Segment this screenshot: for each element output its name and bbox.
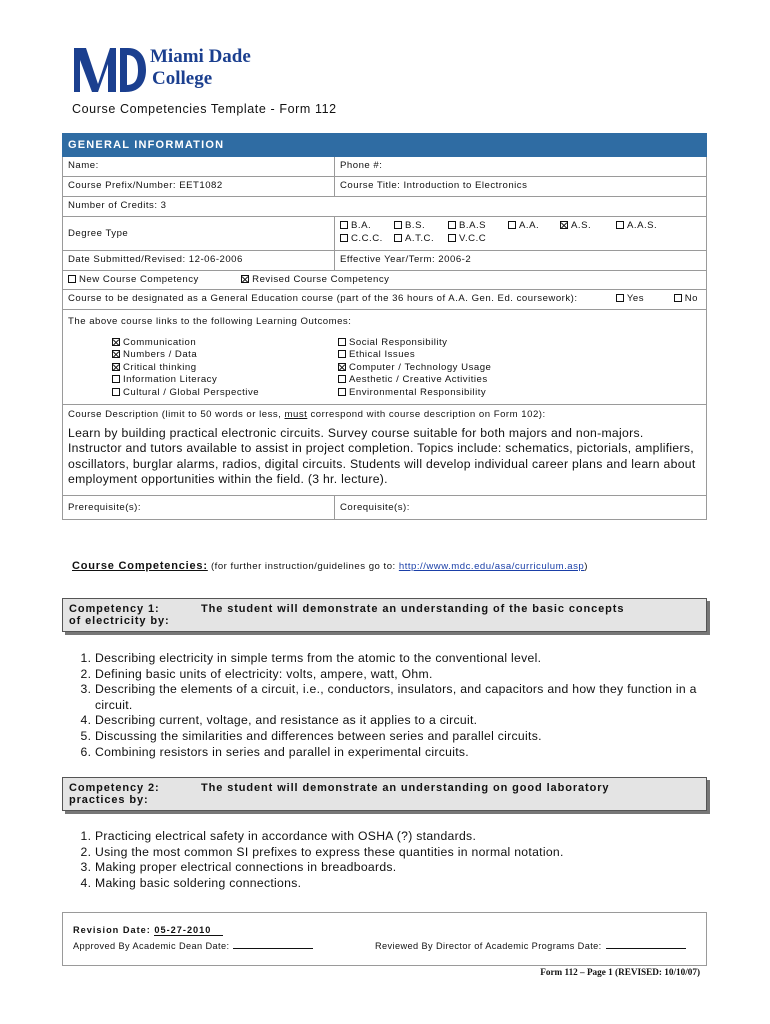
competency-item: 4. Making basic soldering connections.: [95, 876, 702, 892]
revision-date-value[interactable]: 05-27-2010: [154, 925, 223, 936]
degree-type-option: [340, 220, 394, 231]
learning-outcome-checkbox[interactable]: [338, 350, 346, 358]
learning-outcome-label: Numbers / Data: [123, 349, 198, 361]
competency-1-list: [72, 651, 702, 760]
revision-date: [73, 925, 223, 935]
degree-type-label: B.A.S: [459, 220, 487, 231]
revision-box: [62, 912, 707, 966]
learning-outcome-option: [112, 337, 338, 349]
learning-outcome-label: Aesthetic / Creative Activities: [349, 374, 488, 386]
competency-item: 2. Defining basic units of electricity: volts, ampere, watt, Ohm.: [95, 667, 702, 683]
learning-outcome-label: Cultural / Global Perspective: [123, 386, 260, 398]
learning-outcome-label: Environmental Responsibility: [349, 386, 487, 398]
learning-outcome-checkbox[interactable]: [112, 350, 120, 358]
gen-ed-row: [63, 290, 707, 310]
learning-outcome-option: [338, 349, 564, 361]
degree-type-checkbox[interactable]: [340, 234, 348, 242]
learning-outcome-checkbox[interactable]: [112, 375, 120, 383]
competency-2-list: [72, 829, 702, 891]
course-prefix-field[interactable]: Course Prefix/Number: EET1082: [63, 177, 335, 197]
degree-type-option: [560, 220, 616, 231]
learning-outcome-checkbox[interactable]: [338, 338, 346, 346]
degree-type-option: [448, 233, 508, 244]
course-description-cell: [63, 405, 707, 496]
form-title: Course Competencies Template - Form 112: [72, 102, 337, 116]
director-review-label: Reviewed By Director of Academic Programs Date:: [375, 941, 602, 951]
learning-outcome-option: [338, 337, 564, 349]
revised-competency-checkbox[interactable]: [241, 275, 249, 283]
new-competency-checkbox[interactable]: [68, 275, 76, 283]
director-review: [375, 941, 686, 951]
competencies-note-close: ): [584, 561, 588, 572]
learning-outcome-option: [112, 349, 338, 361]
learning-outcome-checkbox[interactable]: [112, 338, 120, 346]
competency-item: 2. Using the most common SI prefixes to express these quantities in normal notation.: [95, 845, 702, 861]
competency-item: 3. Making proper electrical connections in breadboards.: [95, 860, 702, 876]
degree-type-label: Degree Type: [63, 217, 335, 251]
dean-approval-label: Approved By Academic Dean Date:: [73, 941, 230, 951]
degree-type-checkbox[interactable]: [394, 221, 402, 229]
course-competencies-header: [72, 560, 588, 572]
competency-item: 1. Describing electricity in simple terms from the atomic to the conventional level.: [95, 651, 702, 667]
general-information-table: [62, 133, 707, 520]
learning-outcome-label: Critical thinking: [123, 361, 197, 373]
learning-outcome-option: [112, 387, 338, 399]
learning-outcome-checkbox[interactable]: [338, 363, 346, 371]
competency-2-statement: The student will demonstrate an understanding on good laboratory: [201, 782, 610, 794]
degree-type-option: [508, 220, 560, 231]
course-description-text[interactable]: Learn by building practical electronic circuits. Survey course suitable for both majors and non-majors. Instructor and tutors available to assist in project completion. Topics include: schematics, pictorials, amplifiers, oscillators, burglar alarms, radios, digital circuits. Students will develop individual career plans and learn about employment opportunities within the field. (3 hr. lecture).: [68, 426, 696, 487]
effective-term-field[interactable]: Effective Year/Term: 2006-2: [335, 251, 707, 271]
learning-outcome-checkbox[interactable]: [338, 388, 346, 396]
learning-outcomes-left: [112, 337, 338, 399]
learning-outcome-label: Computer / Technology Usage: [349, 361, 492, 373]
degree-type-option: [616, 220, 676, 231]
curriculum-link[interactable]: http://www.mdc.edu/asa/curriculum.asp: [398, 561, 585, 572]
competency-2-label: Competency 2:: [69, 782, 160, 794]
name-field[interactable]: Name:: [63, 157, 335, 177]
learning-outcome-checkbox[interactable]: [338, 375, 346, 383]
learning-outcomes-cell: [63, 310, 707, 405]
gen-ed-question: Course to be designated as a General Education course (part of the 36 hours of A.A. Gen. Ed. coursework):: [68, 293, 578, 304]
logo-line-1: Miami Dade: [150, 46, 251, 67]
competency-2-tail: practices by:: [69, 794, 149, 806]
degree-type-option: [340, 233, 394, 244]
degree-type-checkbox[interactable]: [394, 234, 402, 242]
degree-type-label: A.T.C.: [405, 233, 435, 244]
competency-1-box: [62, 598, 707, 632]
degree-type-label: V.C.C: [459, 233, 487, 244]
credits-field[interactable]: Number of Credits: 3: [63, 197, 707, 217]
learning-outcome-label: Social Responsibility: [349, 337, 448, 348]
degree-type-label: C.C.C.: [351, 233, 383, 244]
competency-type-row: [63, 271, 707, 290]
mdc-logo-mark-icon: [72, 44, 146, 96]
competency-item: 5. Discussing the similarities and differences between series and parallel circuits.: [95, 729, 702, 745]
degree-type-checkbox[interactable]: [448, 234, 456, 242]
learning-outcome-label: Information Literacy: [123, 374, 218, 386]
degree-type-checkbox[interactable]: [508, 221, 516, 229]
gen-ed-yes-label: Yes: [626, 293, 644, 304]
learning-outcome-option: [112, 362, 338, 374]
competency-1-tail: of electricity by:: [69, 615, 170, 627]
degree-type-label: B.S.: [405, 220, 426, 231]
course-competencies-title: Course Competencies:: [72, 560, 208, 572]
general-information-heading: GENERAL INFORMATION: [63, 134, 707, 157]
corequisites-field[interactable]: Corequisite(s):: [335, 495, 707, 519]
degree-type-checkbox[interactable]: [616, 221, 624, 229]
learning-outcome-option: [338, 387, 564, 399]
degree-type-checkbox[interactable]: [560, 221, 568, 229]
dean-approval-line[interactable]: [233, 948, 313, 949]
gen-ed-no-checkbox[interactable]: [674, 294, 682, 302]
competency-item: 4. Describing current, voltage, and resistance as it applies to a circuit.: [95, 713, 702, 729]
learning-outcomes-right: [338, 337, 564, 399]
learning-outcome-option: [112, 374, 338, 386]
competency-item: 1. Practicing electrical safety in accordance with OSHA (?) standards.: [95, 829, 702, 845]
learning-outcome-label: Communication: [123, 337, 197, 348]
degree-type-checkbox[interactable]: [340, 221, 348, 229]
course-title-field[interactable]: Course Title: Introduction to Electronics: [335, 177, 707, 197]
director-review-line[interactable]: [606, 948, 686, 949]
logo-line-2: College: [152, 68, 213, 89]
learning-outcomes-intro: The above course links to the following Learning Outcomes:: [68, 316, 352, 327]
desc-label-pre: Course Description (limit to 50 words or less,: [68, 409, 282, 421]
degree-type-label: A.A.: [519, 220, 540, 231]
page-footer: Form 112 – Page 1 (REVISED: 10/10/07): [540, 967, 700, 977]
new-competency-label: New Course Competency: [79, 274, 199, 285]
degree-type-label: A.S.: [571, 220, 592, 231]
learning-outcome-checkbox[interactable]: [112, 363, 120, 371]
competency-1-statement: The student will demonstrate an understanding of the basic concepts: [201, 603, 625, 615]
gen-ed-yes-checkbox[interactable]: [616, 294, 624, 302]
logo-wordmark: [150, 46, 251, 90]
learning-outcome-label: Ethical Issues: [349, 349, 416, 361]
gen-ed-no-label: No: [684, 293, 698, 304]
college-logo: [72, 44, 282, 96]
course-description-label: [68, 409, 701, 420]
degree-type-option: [394, 220, 448, 231]
phone-field[interactable]: Phone #:: [335, 157, 707, 177]
competency-1-label: Competency 1:: [69, 603, 160, 615]
degree-type-label: A.A.S.: [627, 220, 658, 231]
competency-item: 3. Describing the elements of a circuit, i.e., conductors, insulators, and capacitors and how they function in a circuit.: [95, 682, 702, 713]
competencies-note: (for further instruction/guidelines go to:: [210, 561, 396, 572]
degree-type-option: [394, 233, 448, 244]
date-submitted-field[interactable]: Date Submitted/Revised: 12-06-2006: [63, 251, 335, 271]
degree-type-checkbox[interactable]: [448, 221, 456, 229]
desc-label-must: must: [284, 409, 308, 421]
learning-outcome-checkbox[interactable]: [112, 388, 120, 396]
degree-type-label: B.A.: [351, 220, 372, 231]
degree-type-option: [448, 220, 508, 231]
competency-item: 6. Combining resistors in series and parallel in experimental circuits.: [95, 745, 702, 761]
dean-approval: [73, 941, 313, 951]
revision-date-label: Revision Date:: [73, 925, 151, 935]
learning-outcome-option: [338, 374, 564, 386]
prerequisites-field[interactable]: Prerequisite(s):: [63, 495, 335, 519]
revised-competency-label: Revised Course Competency: [252, 274, 390, 285]
degree-type-options: [335, 217, 707, 251]
desc-label-post: correspond with course description on Form 102):: [310, 409, 546, 421]
learning-outcome-option: [338, 362, 564, 374]
competency-2-box: [62, 777, 707, 811]
